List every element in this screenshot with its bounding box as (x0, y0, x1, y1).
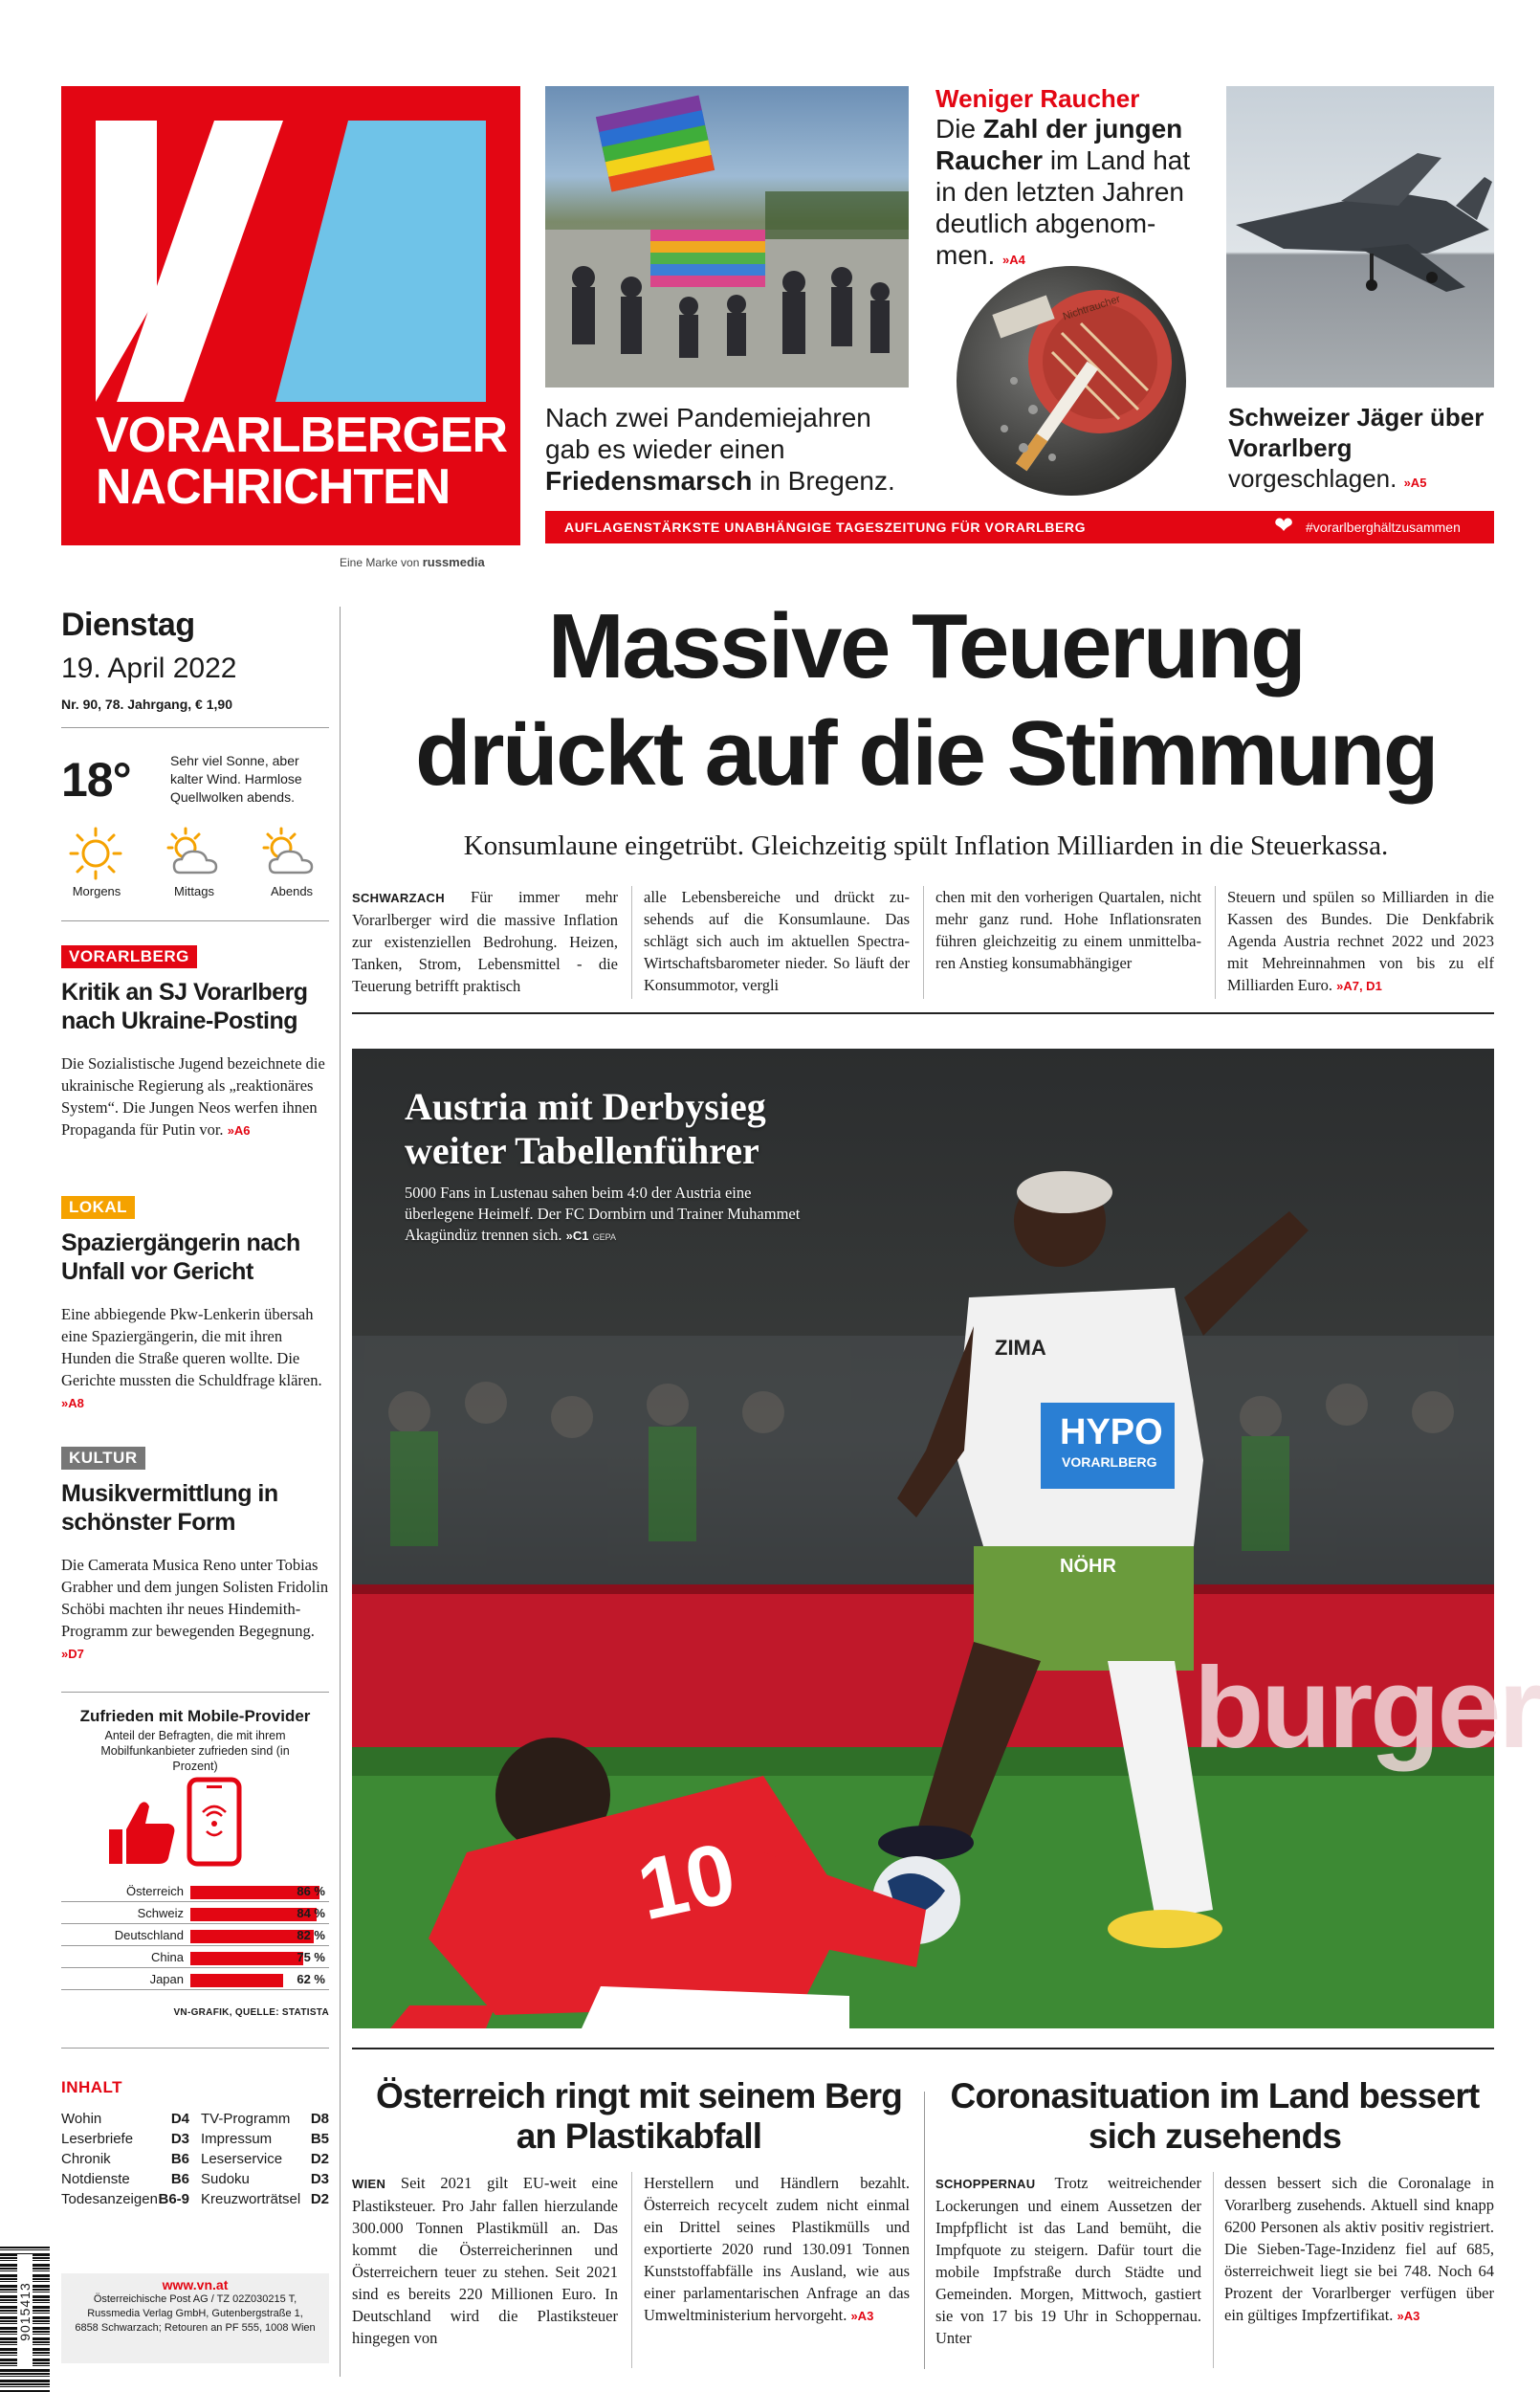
peace-teaser-bold: Friedensmarsch (545, 466, 753, 496)
bar-value: 84 % (297, 1906, 325, 1920)
bottom-right-columns (935, 2172, 1496, 2373)
bar (190, 1952, 303, 1965)
bar-value: 62 % (297, 1972, 325, 1986)
thumbs-up-icon (103, 1795, 180, 1872)
shorts-text: NÖHR (1060, 1556, 1116, 1577)
weather-slot-noon: Mittags (174, 884, 214, 898)
peace-march-photo[interactable] (545, 86, 909, 388)
chart-subtitle: Anteil der Befragten, die mit ihrem Mobilfunkanbieter zufrieden sind (in Prozent) (100, 1729, 290, 1773)
toc-item-name: Kreuzworträtsel (201, 2191, 301, 2207)
smokers-teaser-text (935, 113, 1194, 276)
sun-icon (65, 825, 126, 882)
bar-row-rule (61, 1989, 329, 1990)
smartphone-icon (186, 1776, 243, 1868)
toc-title: INHALT (61, 2078, 123, 2096)
side-text-3 (61, 1554, 329, 1665)
sun-cloud-icon (161, 825, 228, 882)
peace-flag-icon (545, 86, 909, 388)
bottom-right-col-1-text: Trotz weitreichender Lockerungen und einem Aussetzen der Impfpflicht ist das Land bemüht, die Impfquote zu steigern. Dafür tourt die mobile Impfstraße durch Städte und Gemeinden. Morgen, Mittwoch, gastiert sie von 17 bis 19 Uhr in Schoppernau. Unter (935, 2174, 1201, 2347)
sport-text (405, 1183, 816, 1248)
jersey-sponsor-1: HYPO (1060, 1412, 1163, 1452)
peace-teaser-post: in Bregenz. (759, 466, 895, 496)
bar-row (61, 1925, 329, 1946)
bottom-left-ref[interactable]: »A3 (850, 2309, 874, 2323)
toc-item-name: Wohin (61, 2111, 102, 2127)
lead-columns (352, 886, 1494, 1001)
toc-right (201, 2111, 329, 2216)
bottom-left-col-2 (644, 2172, 910, 2327)
sport-ref[interactable]: »C1 (565, 1229, 589, 1243)
date: 19. April 2022 (61, 653, 237, 684)
side-text-1 (61, 1052, 329, 1141)
imprint-line-1: Österreichische Post AG / TZ 02Z030215 T, (93, 2293, 297, 2305)
bar-row (61, 1881, 329, 1902)
toc-item-name: Todesanzeigen (61, 2191, 158, 2207)
peace-teaser-pre: Nach zwei Pandemiejahren gab es wieder einen (545, 403, 871, 464)
tag-kultur[interactable]: KULTUR (61, 1447, 145, 1470)
masthead-logo[interactable] (61, 86, 520, 545)
lead-headline-line2: drückt auf die Stimmung (415, 702, 1437, 805)
toc-item-name: Impressum (201, 2131, 273, 2147)
smokers-bold: Zahl der jungen Raucher (935, 114, 1183, 175)
jersey-number: 10 (629, 1825, 744, 1939)
bar-row-rule (61, 1923, 329, 1924)
bottom-right-dateline: SCHOPPERNAU (935, 2177, 1036, 2191)
lead-headline-line1: Massive Teuerung (547, 595, 1305, 698)
toc-item-name: Notdienste (61, 2171, 130, 2187)
bottom-right-ref[interactable]: »A3 (1397, 2309, 1420, 2323)
bottom-divider (924, 2092, 925, 2369)
sun-cloud-evening-icon (256, 825, 323, 882)
barcode-number: 9015413 (17, 2254, 33, 2369)
ashtray-icon (957, 266, 1186, 496)
toc-item-page: D8 (310, 2111, 329, 2127)
toc-item-page: B6-9 (158, 2191, 189, 2207)
chart-source: VN-GRAFIK, QUELLE: STATISTA (173, 2007, 329, 2018)
ad-board-text: burger (1194, 1644, 1540, 1772)
toc-item-page: B6 (170, 2151, 189, 2167)
bottom-right-col-1 (935, 2172, 1201, 2349)
imprint-line-2: Russmedia Verlag GmbH, Gutenbergstraße 1, (87, 2308, 303, 2319)
toc-item[interactable] (201, 2151, 329, 2170)
lead-col-4-text: Steuern und spülen so Milliarden in die Kassen des Bundes. Die Denkfabrik Agenda Austria rechnet 2022 und 2023 mit Mehreinnahmen von bis zu elf Milliarden Euro. (1227, 888, 1494, 994)
brand-note-prefix: Eine Marke von (340, 556, 420, 569)
jet-photo[interactable] (1226, 86, 1494, 388)
toc-item-page: B6 (170, 2171, 189, 2187)
toc-item-page: D2 (310, 2151, 329, 2167)
bottom-left-col-1 (352, 2172, 618, 2349)
side-headline-3[interactable]: Musikvermittlung in schönster Form (61, 1480, 278, 1536)
lead-subline: Konsumlaune eingetrübt. Gleichzeitig spült Inflation Milliarden in die Steuerkassa. (463, 831, 1389, 861)
lead-bottom-rule (352, 1012, 1494, 1014)
bar-chart (0, 1881, 383, 1996)
toc-item-page: B5 (310, 2131, 329, 2147)
smokers-teaser[interactable] (935, 84, 1194, 276)
bottom-left-col-1-text: Seit 2021 gilt EU-weit eine Plastiksteuer. Pro Jahr fallen hierzulande 300.000 Tonnen Plastikmüll an. Das kommt die Österreicherinnen und Österreichern teuer zu stehen. Seit 2021 sind es bereits 220 Millionen Euro. In Deutschland wird die Plastiksteuer hingegen von (352, 2174, 618, 2347)
sidebar-rule-2 (61, 920, 329, 921)
lead-col-2: alle Lebensbereiche und drückt zusehends auf die Konsumlaune. Das schlägt sich auch im aktuellen Spectra-Wirtschaftsbarometer nieder. So läuft der Konsummotor, vergli (644, 888, 910, 994)
bottom-right-col-2-text: dessen bessert sich die Coronalage in Vorarlberg zusehends. Aktuell sind knapp 6200 Personen als aktiv positiv registriert. Die Sieben-Tage-Inzidenz fiel auf 685, österreichweit liegt sie bei 748. Noch 64 Prozent der Vorarlberger verfügen über ein gültiges Impfzertifikat. (1224, 2174, 1494, 2324)
toc-item[interactable] (61, 2131, 189, 2150)
weekday: Dienstag (61, 607, 195, 643)
tagline-left: AUFLAGENSTÄRKSTE UNABHÄNGIGE TAGESZEITUNG FÜR VORARLBERG (564, 520, 1087, 535)
weather-slot-evening: Abends (270, 884, 314, 898)
toc-item-name: Leserbriefe (61, 2131, 134, 2147)
smokers-post: im Land hat in den letzten Jahren deutlich abgenommen. (935, 145, 1191, 270)
toc-item-name: Leserservice (201, 2151, 283, 2167)
sidebar-rule-1 (61, 727, 329, 728)
masthead-line2: NACHRICHTEN (96, 459, 451, 515)
hashtag-link[interactable]: #vorarlberghältzusammen (1306, 520, 1461, 535)
toc-item-name: Sudoku (201, 2171, 250, 2187)
jet-post: vorgeschlagen. (1228, 464, 1397, 493)
lead-headline[interactable] (352, 593, 1500, 808)
lead-col-4 (1227, 886, 1494, 997)
bottom-right-headline[interactable]: Coronasituation im Land bessert sich zusehends (950, 2076, 1480, 2156)
chart-title: Zufrieden mit Mobile-Provider (79, 1707, 311, 1725)
weather-temp: 18° (61, 753, 131, 807)
barcode (0, 2247, 50, 2392)
sidebar-divider (340, 607, 341, 2377)
tag-lokal[interactable]: LOKAL (61, 1196, 135, 1219)
bar-label: Schweiz (137, 1906, 184, 1920)
imprint-url[interactable]: www.vn.at (162, 2277, 229, 2292)
side-text-2-body: Eine abbiegende Pkw-Lenkerin übersah eine Spaziergängerin, die mit ihren Hunden die Straße queren wollte. Die Gerichte mussten die Schuldfrage klären. (61, 1305, 322, 1389)
smokers-kicker: Weniger Raucher (935, 84, 1140, 113)
toc-item[interactable] (201, 2111, 329, 2130)
jet-ref[interactable]: »A5 (1403, 476, 1427, 490)
toc-item-name: Chronik (61, 2151, 111, 2167)
side-ref-2[interactable]: »A8 (61, 1396, 84, 1410)
bar (190, 1974, 283, 1987)
toc-item-page: D3 (170, 2131, 189, 2147)
toc-item-page: D3 (310, 2171, 329, 2187)
side-text-3-body: Die Camerata Musica Reno unter Tobias Grabher und dem jungen Solisten Fridolin Schöbi machten ihr neues Hindemith-Programm zur bewegenden Begegnung. (61, 1556, 329, 1640)
toc-left (61, 2111, 189, 2216)
imprint-line-3: 6858 Schwarzach; Retouren an PF 555, 1008 Wien (75, 2322, 316, 2334)
bar-row-rule (61, 1901, 329, 1902)
bar-row-rule (61, 1967, 329, 1968)
issue-info: Nr. 90, 78. Jahrgang, € 1,90 (61, 697, 232, 712)
ashtray-photo[interactable] (957, 266, 1186, 496)
side-text-2 (61, 1303, 329, 1414)
weather-icons (61, 825, 329, 901)
chart-illustration (61, 1772, 329, 1877)
bottom-left-dateline: WIEN (352, 2177, 386, 2191)
sport-photo[interactable] (352, 1049, 1540, 2028)
brand-note (340, 555, 485, 569)
toc-item[interactable] (201, 2191, 329, 2210)
heart-icon: ❤ (1274, 513, 1294, 539)
bottom-left-col-2-text: Herstellern und Händlern bezahlt. Österreich recycelt zudem nicht einmal ein Drittel seines Plastikmülls und exportierte 2020 rund 130.091 Tonnen Kunststoffabfälle ins Ausland, wie aus einer parlamentarischen Anfrage an das Umweltministerium hervorgeht. (644, 2174, 910, 2324)
bar-label: Österreich (126, 1884, 184, 1898)
side-text-1-body: Die Sozialistische Jugend bezeichnete die ukrainische Regierung als „reaktionäres System“. Die Jungen Neos werfen ihnen Propaganda für Putin vor. (61, 1054, 325, 1139)
imprint-box (61, 2273, 329, 2363)
lead-col-1-text: Für immer mehr Vorarlberger wird die massive Inflation zur existenziellen Bedrohung. Heizen, Tanken, Strom, Lebensmittel - die Teuerung betrifft praktisch (352, 888, 618, 995)
side-headline-2[interactable]: Spaziergängerin nach Unfall vor Gericht (61, 1229, 300, 1285)
bar (190, 1930, 314, 1943)
toc-item-name: TV-Programm (201, 2111, 291, 2127)
toc-item-page: D4 (170, 2111, 189, 2127)
toc-item[interactable] (61, 2151, 189, 2170)
lead-col-rule-2 (923, 886, 924, 999)
bar-label: China (151, 1950, 184, 1964)
brand-note-name: russmedia (422, 555, 485, 569)
sidebar-rule-4 (61, 2048, 329, 2049)
tagline-banner (545, 511, 1494, 543)
toc-item[interactable] (61, 2171, 189, 2190)
bar-row (61, 1947, 329, 1968)
bar-row-rule (61, 1945, 329, 1946)
lead-col-rule-3 (1215, 886, 1216, 999)
lead-col-1 (352, 886, 618, 997)
lead-col-3: chen mit den vorherigen Quartalen, nicht mehr ganz rund. Hohe Inflationsraten führen gleichzeitig zu einem unmittelbaren Anstieg konsumabhängiger (935, 888, 1201, 972)
weather-text: Sehr viel Sonne, aber kalter Wind. Harmlose Quellwolken abends. (170, 753, 302, 805)
smokers-ref[interactable]: »A4 (1002, 253, 1025, 267)
vn-logo-mark (61, 86, 520, 402)
bar-value: 75 % (297, 1950, 325, 1964)
bar-row (61, 1903, 329, 1924)
sport-bottom-rule (352, 2048, 1494, 2049)
toc-item[interactable] (61, 2111, 189, 2130)
bar-label: Deutschland (114, 1928, 184, 1942)
jersey-brand: ZIMA (995, 1336, 1046, 1360)
bar-label: Japan (149, 1972, 184, 1986)
photo-credit: GEPA (592, 1232, 616, 1242)
sidebar-rule-3 (61, 1692, 329, 1693)
side-headline-1[interactable]: Kritik an SJ Vorarlberg nach Ukraine-Posting (61, 979, 308, 1034)
ashtray-label: Nichtraucher (1061, 293, 1122, 323)
masthead-line1: VORARLBERGER (96, 408, 508, 463)
jet-icon (1226, 86, 1494, 388)
side-ref-3[interactable]: »D7 (61, 1647, 84, 1661)
bottom-left-columns (352, 2172, 916, 2373)
lead-dateline: SCHWARZACH (352, 891, 445, 905)
toc-item[interactable] (201, 2131, 329, 2150)
weather-slot-morning: Morgens (72, 884, 121, 898)
smokers-pre: Die (935, 114, 977, 144)
toc-item[interactable] (61, 2191, 189, 2210)
bottom-left-headline[interactable]: Österreich ringt mit seinem Berg an Plastikabfall (375, 2076, 903, 2156)
toc-item[interactable] (201, 2171, 329, 2190)
bottom-right-col-2 (1224, 2172, 1494, 2327)
jet-teaser-text[interactable] (1228, 402, 1496, 498)
jet-bold: Schweizer Jäger über Vorarlberg (1228, 403, 1485, 462)
bottom-right-col-rule (1213, 2172, 1214, 2368)
bar-row (61, 1969, 329, 1990)
bar-value: 86 % (297, 1884, 325, 1898)
bar-value: 82 % (297, 1928, 325, 1942)
sport-text-body: 5000 Fans in Lustenau sahen beim 4:0 der Austria eine überlegene Heimelf. Der FC Dornbirn und Trainer Muhammet Akagündüz trennen sich. (405, 1184, 801, 1244)
lead-ref[interactable]: »A7, D1 (1336, 979, 1382, 993)
bottom-left-col-rule (631, 2172, 632, 2368)
sport-headline[interactable]: Austria mit Derbysieg weiter Tabellenführer (405, 1085, 766, 1172)
jersey-sponsor-2: VORARLBERG (1062, 1454, 1157, 1470)
side-ref-1[interactable]: »A6 (227, 1123, 251, 1138)
tag-vorarlberg[interactable]: VORARLBERG (61, 945, 197, 968)
toc-item-page: D2 (310, 2191, 329, 2207)
lead-col-rule-1 (631, 886, 632, 999)
